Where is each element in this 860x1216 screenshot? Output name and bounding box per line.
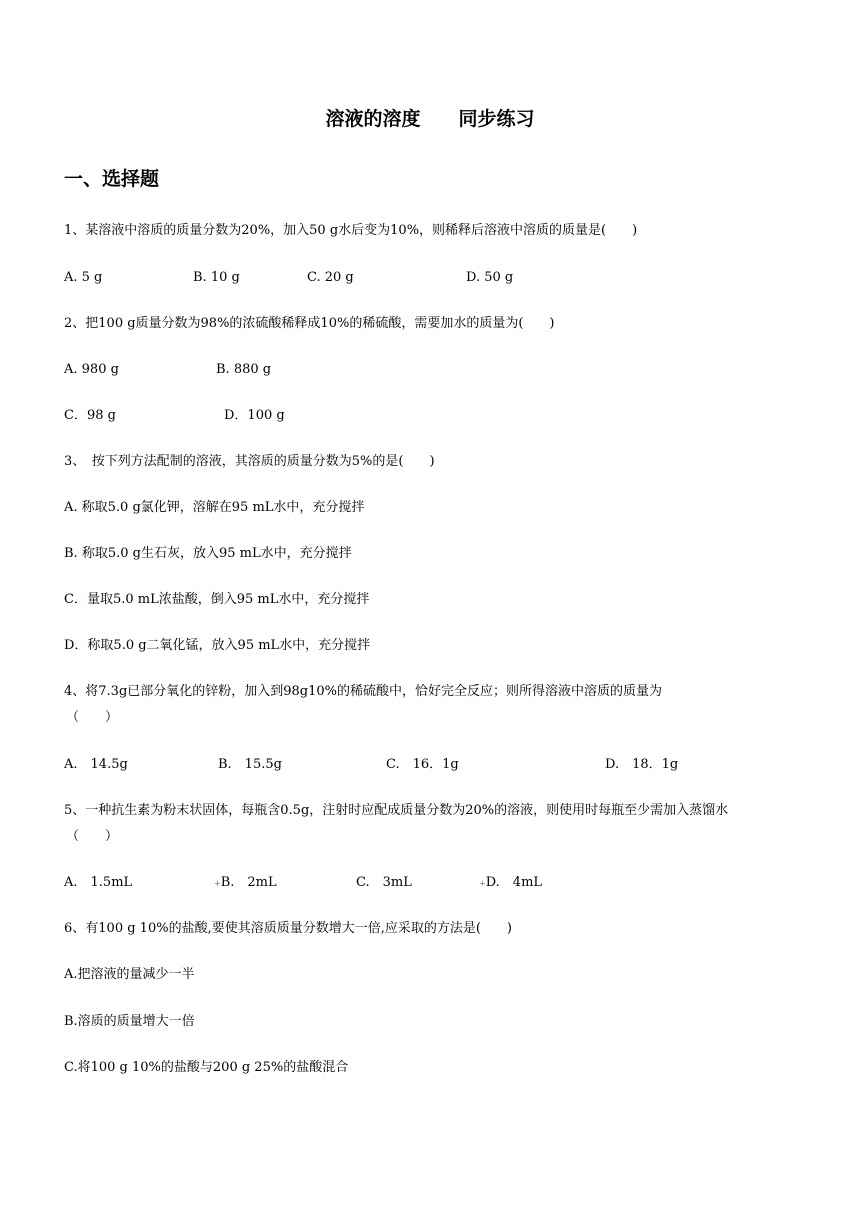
question-1-option-b: B. 10 g: [193, 270, 240, 285]
question-4-option-b: B. 15.5g: [218, 757, 282, 772]
question-5-option-b: +B. 2mL: [214, 875, 277, 890]
question-6-option-b: B.溶质的质量增大一倍: [64, 1014, 195, 1029]
question-4-option-c: C. 16．1g: [386, 757, 459, 772]
page-title: 溶液的溶度 同步练习: [325, 108, 535, 130]
question-3-option-b: B. 称取5.0 g生石灰，放入95 mL水中，充分搅拌: [64, 546, 352, 561]
question-6-option-c: C.将100 g 10%的盐酸与200 g 25%的盐酸混合: [64, 1060, 349, 1075]
question-5-stem: 5、一种抗生素为粉末状固体，每瓶含0.5g，注射时应配成质量分数为20%的溶液，则使用时每瓶至少需加入蒸馏水: [64, 803, 729, 818]
question-4-answer-paren: （ ）: [66, 710, 119, 725]
question-4-option-a: A. 14.5g: [64, 757, 128, 772]
section-heading: 一、选择题: [64, 168, 160, 190]
question-3-option-a: A. 称取5.0 g氯化钾，溶解在95 mL水中，充分搅拌: [64, 500, 365, 515]
question-2-stem: 2、把100 g质量分数为98%的浓硫酸稀释成10%的稀硫酸，需要加水的质量为( ): [64, 316, 555, 331]
question-2-option-d: D．100 g: [224, 408, 285, 423]
question-4-option-d: D. 18．1g: [605, 757, 679, 772]
question-3-stem: 3、 按下列方法配制的溶液，其溶质的质量分数为5%的是( ): [64, 454, 435, 469]
question-5-option-a: A. 1.5mL: [64, 875, 133, 890]
question-6-option-a: A.把溶液的量减少一半: [64, 967, 195, 982]
question-2-option-b: B. 880 g: [216, 362, 272, 377]
question-4-stem: 4、将7.3g已部分氧化的锌粉，加入到98g10%的稀硫酸中，恰好完全反应；则所得溶液中溶质的质量为: [64, 684, 663, 699]
question-1-option-a: A. 5 g: [64, 270, 103, 285]
question-2-option-a: A. 980 g: [64, 362, 119, 377]
question-1-option-d: D. 50 g: [466, 270, 514, 285]
question-2-option-c: C．98 g: [64, 408, 116, 423]
question-1-option-c: C. 20 g: [307, 270, 354, 285]
question-3-option-d: D．称取5.0 g二氧化锰，放入95 mL水中，充分搅拌: [64, 638, 371, 653]
question-3-option-c: C．量取5.0 mL浓盐酸，倒入95 mL水中，充分搅拌: [64, 592, 370, 607]
question-6-stem: 6、有100 g 10%的盐酸,要使其溶质质量分数增大一倍,应采取的方法是( ): [64, 921, 512, 936]
question-1-stem: 1、某溶液中溶质的质量分数为20%，加入50 g水后变为10%，则稀释后溶液中溶质的质量是( ): [64, 223, 638, 238]
question-5-answer-paren: （ ）: [66, 829, 119, 844]
question-5-option-c: C. 3mL: [356, 875, 412, 890]
question-5-option-d: +D. 4mL: [479, 875, 543, 890]
